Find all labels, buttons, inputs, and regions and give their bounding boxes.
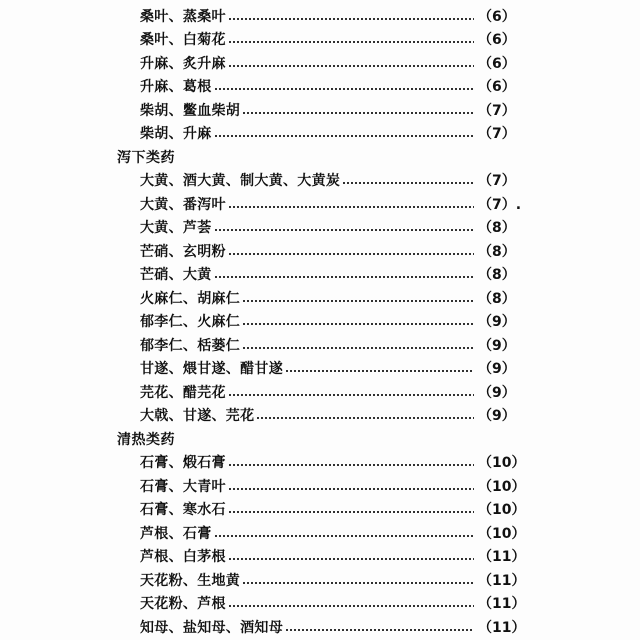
entry-label: 柴胡、鳖血柴胡 (140, 102, 241, 119)
entry-page-number: （8） (478, 243, 516, 260)
toc-entry (0, 333, 516, 357)
toc-entry (0, 4, 516, 28)
entry-label: 大黄、酒大黄、制大黄、大黄炭 (140, 173, 341, 190)
entry-label: 郁李仁、栝蒌仁 (140, 337, 241, 354)
entry-page-number: （9） (478, 337, 516, 354)
toc-entry (0, 122, 516, 146)
entry-page-number: （11） (478, 619, 526, 636)
entry-page-number: （8） (478, 290, 516, 307)
entry-page-number: （6） (478, 32, 516, 49)
entry-label: 芦根、白茅根 (140, 549, 226, 566)
entry-page-number: （9） (478, 408, 516, 425)
dot-leader (228, 252, 474, 256)
entry-label: 知母、盐知母、酒知母 (140, 619, 283, 636)
dot-leader (228, 17, 474, 21)
toc-entry (0, 404, 516, 428)
dot-leader (228, 604, 474, 608)
entry-label: 升麻、葛根 (140, 79, 212, 96)
entry-label: 大戟、甘遂、芫花 (140, 408, 255, 425)
entry-page-number: （10） (478, 455, 526, 472)
entry-page-number: （6） (478, 55, 516, 72)
entry-page-number: （8） (478, 267, 516, 284)
toc-entry (0, 474, 526, 498)
entry-label: 桑叶、蒸桑叶 (140, 8, 226, 25)
dot-leader (242, 322, 474, 326)
dot-leader (228, 487, 474, 491)
entry-page-number: （8） (478, 220, 516, 237)
entry-page-number: （9） (478, 361, 516, 378)
toc-entry (0, 28, 516, 52)
entry-label: 甘遂、煨甘遂、醋甘遂 (140, 361, 283, 378)
section-heading: 泻下类药 (117, 149, 175, 166)
dot-leader (228, 40, 474, 44)
dot-leader (242, 346, 474, 350)
toc-entry (0, 98, 516, 122)
entry-label: 石膏、大青叶 (140, 478, 226, 495)
dot-leader (214, 87, 475, 91)
entry-label: 郁李仁、火麻仁 (140, 314, 241, 331)
entry-page-number: （10） (478, 502, 526, 519)
entry-page-number: （7） (478, 102, 516, 119)
section-heading: 清热类药 (117, 431, 175, 448)
dot-leader (228, 463, 474, 467)
dot-leader (242, 111, 474, 115)
toc-entry (0, 521, 526, 545)
dot-leader (256, 416, 474, 420)
toc-entry (0, 286, 516, 310)
entry-label: 大黄、芦荟 (140, 220, 212, 237)
dot-leader (214, 228, 475, 232)
toc-entry (0, 545, 526, 569)
toc-entry (0, 380, 516, 404)
entry-page-number: （7） (478, 173, 516, 190)
dot-leader (285, 369, 474, 373)
table-of-contents (0, 4, 640, 639)
toc-entry (0, 192, 522, 216)
entry-label: 桑叶、白菊花 (140, 32, 226, 49)
toc-entry (0, 568, 526, 592)
toc-entry (0, 169, 516, 193)
entry-page-number: （10） (478, 525, 526, 542)
dot-leader (228, 510, 474, 514)
entry-page-number: （6） (478, 8, 516, 25)
entry-label: 芫花、醋芫花 (140, 384, 226, 401)
entry-page-number: （10） (478, 478, 526, 495)
dot-leader (342, 181, 474, 185)
toc-entry (0, 592, 526, 616)
entry-label: 天花粉、芦根 (140, 596, 226, 613)
entry-page-number: （7）. (478, 196, 522, 213)
entry-label: 天花粉、生地黄 (140, 572, 241, 589)
dot-leader (242, 581, 474, 585)
entry-page-number: （11） (478, 596, 526, 613)
entry-page-number: （6） (478, 79, 516, 96)
dot-leader (228, 393, 474, 397)
toc-entry (0, 451, 526, 475)
entry-page-number: （11） (478, 549, 526, 566)
entry-label: 火麻仁、胡麻仁 (140, 290, 241, 307)
entry-label: 芒硝、大黄 (140, 267, 212, 284)
toc-entry (0, 310, 516, 334)
toc-entry (0, 239, 516, 263)
entry-label: 芒硝、玄明粉 (140, 243, 226, 260)
toc-entry (0, 263, 516, 287)
entry-label: 大黄、番泻叶 (140, 196, 226, 213)
entry-page-number: （11） (478, 572, 526, 589)
toc-entry (0, 216, 516, 240)
toc-entry (0, 51, 516, 75)
toc-entry (0, 615, 526, 639)
entry-label: 柴胡、升麻 (140, 126, 212, 143)
entry-label: 芦根、石膏 (140, 525, 212, 542)
dot-leader (214, 534, 475, 538)
entry-label: 升麻、炙升麻 (140, 55, 226, 72)
dot-leader (228, 205, 474, 209)
dot-leader (214, 134, 475, 138)
dot-leader (228, 557, 474, 561)
toc-entry (0, 357, 516, 381)
toc-entry (0, 498, 526, 522)
dot-leader (214, 275, 475, 279)
toc-entry (0, 75, 516, 99)
dot-leader (242, 299, 474, 303)
dot-leader (228, 64, 474, 68)
dot-leader (285, 628, 474, 632)
entry-label: 石膏、煅石膏 (140, 455, 226, 472)
entry-page-number: （9） (478, 314, 516, 331)
entry-page-number: （7） (478, 126, 516, 143)
entry-page-number: （9） (478, 384, 516, 401)
entry-label: 石膏、寒水石 (140, 502, 226, 519)
